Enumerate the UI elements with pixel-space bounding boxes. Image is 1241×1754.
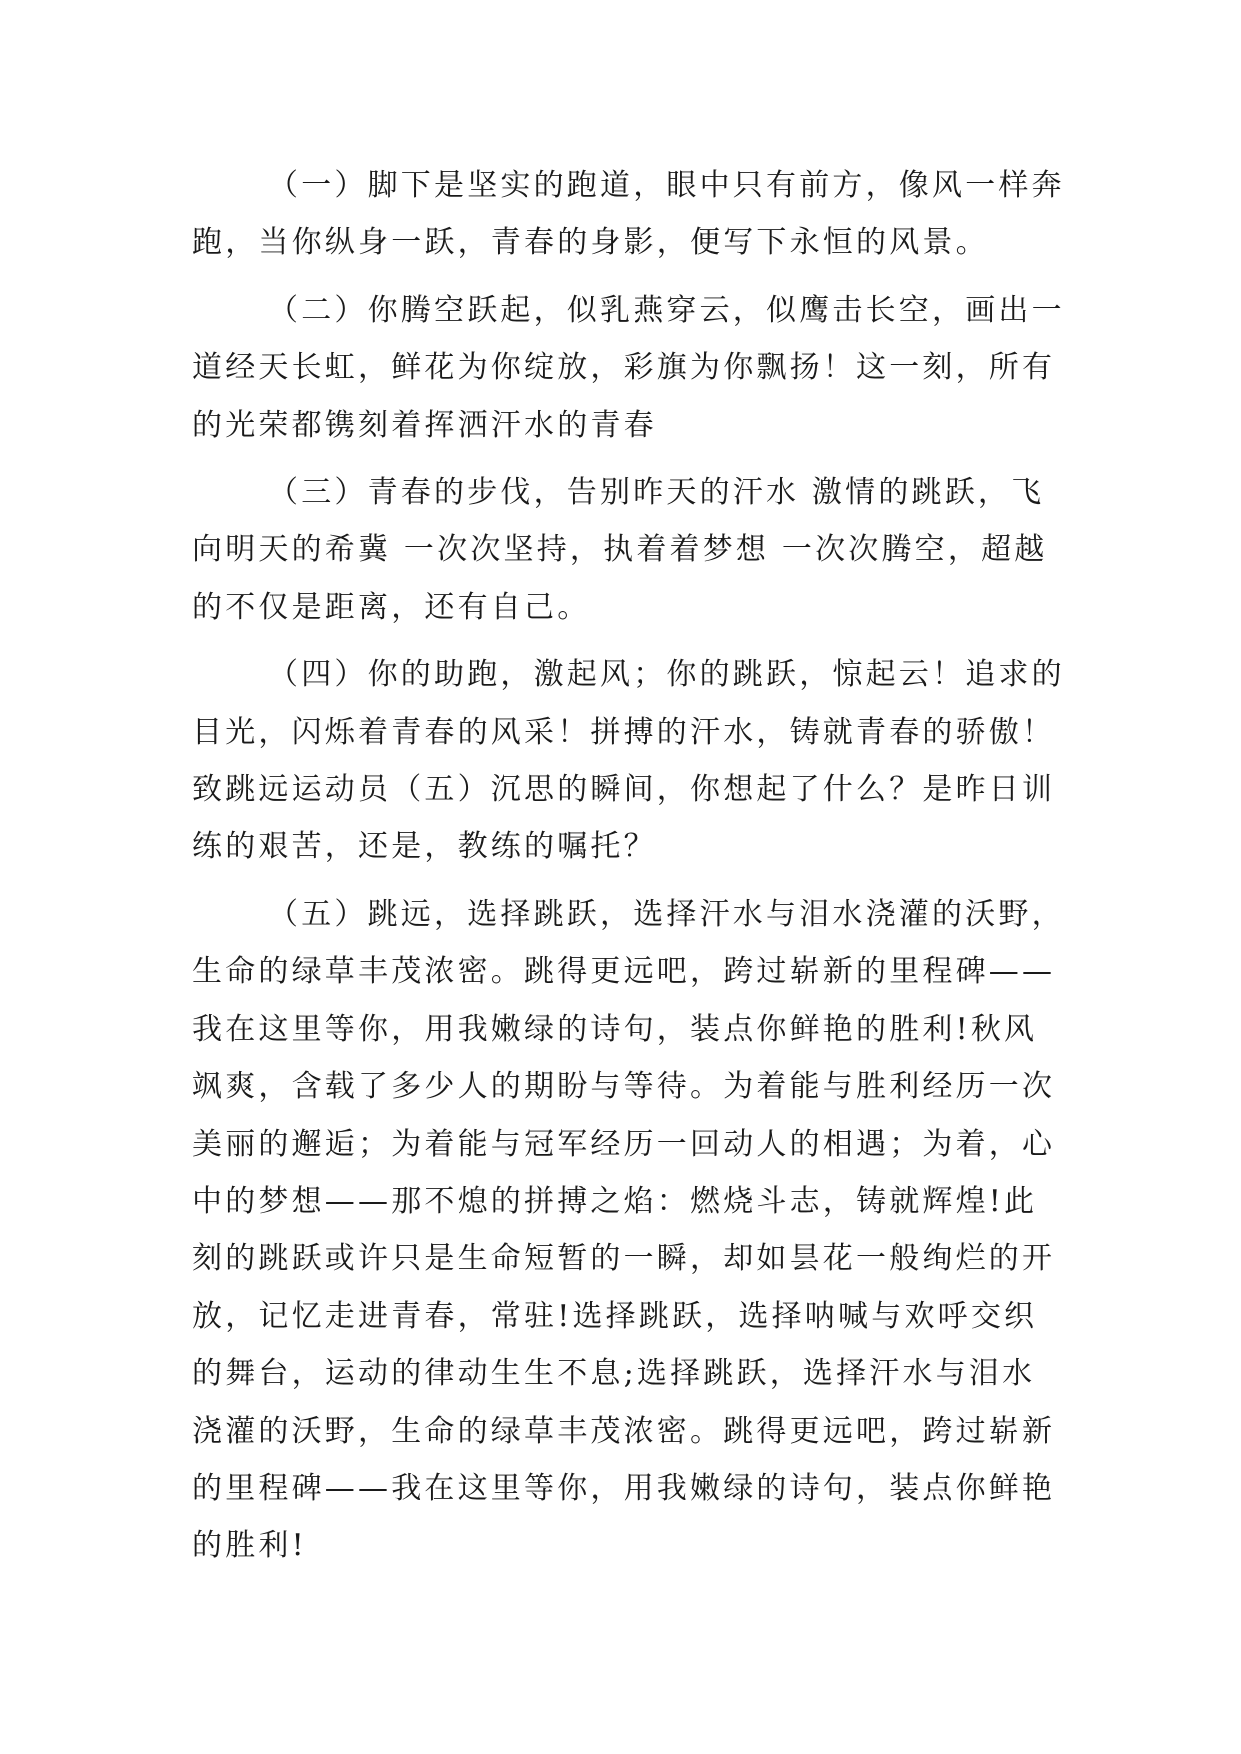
text-line: （五）跳远，选择跳跃，选择汗水与泪水浇灌的沃野， — [268, 896, 1065, 932]
paragraph-5 — [192, 886, 1065, 1575]
text-line: 我在这里等你，用我嫩绿的诗句，装点你鲜艳的胜利!秋风 — [192, 1011, 1038, 1047]
text-line: （三）青春的步伐，告别昨天的汗水 激情的跳跃，飞 — [268, 475, 1045, 511]
paragraph-1 — [192, 157, 1065, 272]
text-line: 浇灌的沃野，生命的绿草丰茂浓密。跳得更远吧，跨过崭新 — [192, 1413, 1056, 1449]
document-body — [192, 157, 1065, 1585]
text-line: 的胜利! — [192, 1528, 307, 1564]
text-line: 目光，闪烁着青春的风采！拼搏的汗水，铸就青春的骄傲！ — [192, 714, 1056, 750]
text-line: 中的梦想——那不熄的拼搏之焰：燃烧斗志，铸就辉煌!此 — [192, 1183, 1038, 1219]
text-line: （二）你腾空跃起，似乳燕穿云，似鹰击长空，画出一 — [268, 292, 1065, 328]
text-line: 放，记忆走进青春，常驻!选择跳跃，选择呐喊与欢呼交织 — [192, 1298, 1038, 1334]
text-line: 道经天长虹，鲜花为你绽放，彩旗为你飘扬！这一刻，所有 — [192, 350, 1056, 386]
text-line: 刻的跳跃或许只是生命短暂的一瞬，却如昙花一般绚烂的开 — [192, 1241, 1056, 1277]
text-line: 致跳远运动员（五）沉思的瞬间，你想起了什么？是昨日训 — [192, 772, 1056, 808]
text-line: 飒爽，含载了多少人的期盼与等待。为着能与胜利经历一次 — [192, 1069, 1056, 1105]
text-line: 生命的绿草丰茂浓密。跳得更远吧，跨过崭新的里程碑—— — [192, 954, 1056, 990]
text-line: 练的艰苦，还是，教练的嘱托？ — [192, 829, 657, 865]
paragraph-3 — [192, 464, 1052, 636]
text-line: （一）脚下是坚实的跑道，眼中只有前方，像风一样奔 — [268, 168, 1065, 203]
text-line: 的舞台，运动的律动生生不息;选择跳跃，选择汗水与泪水 — [192, 1356, 1036, 1392]
text-line: 的不仅是距离，还有自己。 — [192, 589, 591, 625]
text-line: （四）你的助跑，激起风；你的跳跃，惊起云！追求的 — [268, 657, 1065, 693]
text-line: 向明天的希冀 一次次坚持，执着着梦想 一次次腾空，超越 — [192, 532, 1048, 568]
text-line: 美丽的邂逅；为着能与冠军经历一回动人的相遇；为着，心 — [192, 1126, 1056, 1162]
text-line: 跑，当你纵身一跃，青春的身影，便写下永恒的风景。 — [192, 225, 989, 261]
paragraph-4 — [192, 646, 1065, 876]
text-line: 的里程碑——我在这里等你，用我嫩绿的诗句，装点你鲜艳 — [192, 1470, 1056, 1506]
text-line: 的光荣都镌刻着挥洒汗水的青春 — [192, 407, 657, 443]
paragraph-2 — [192, 282, 1065, 454]
